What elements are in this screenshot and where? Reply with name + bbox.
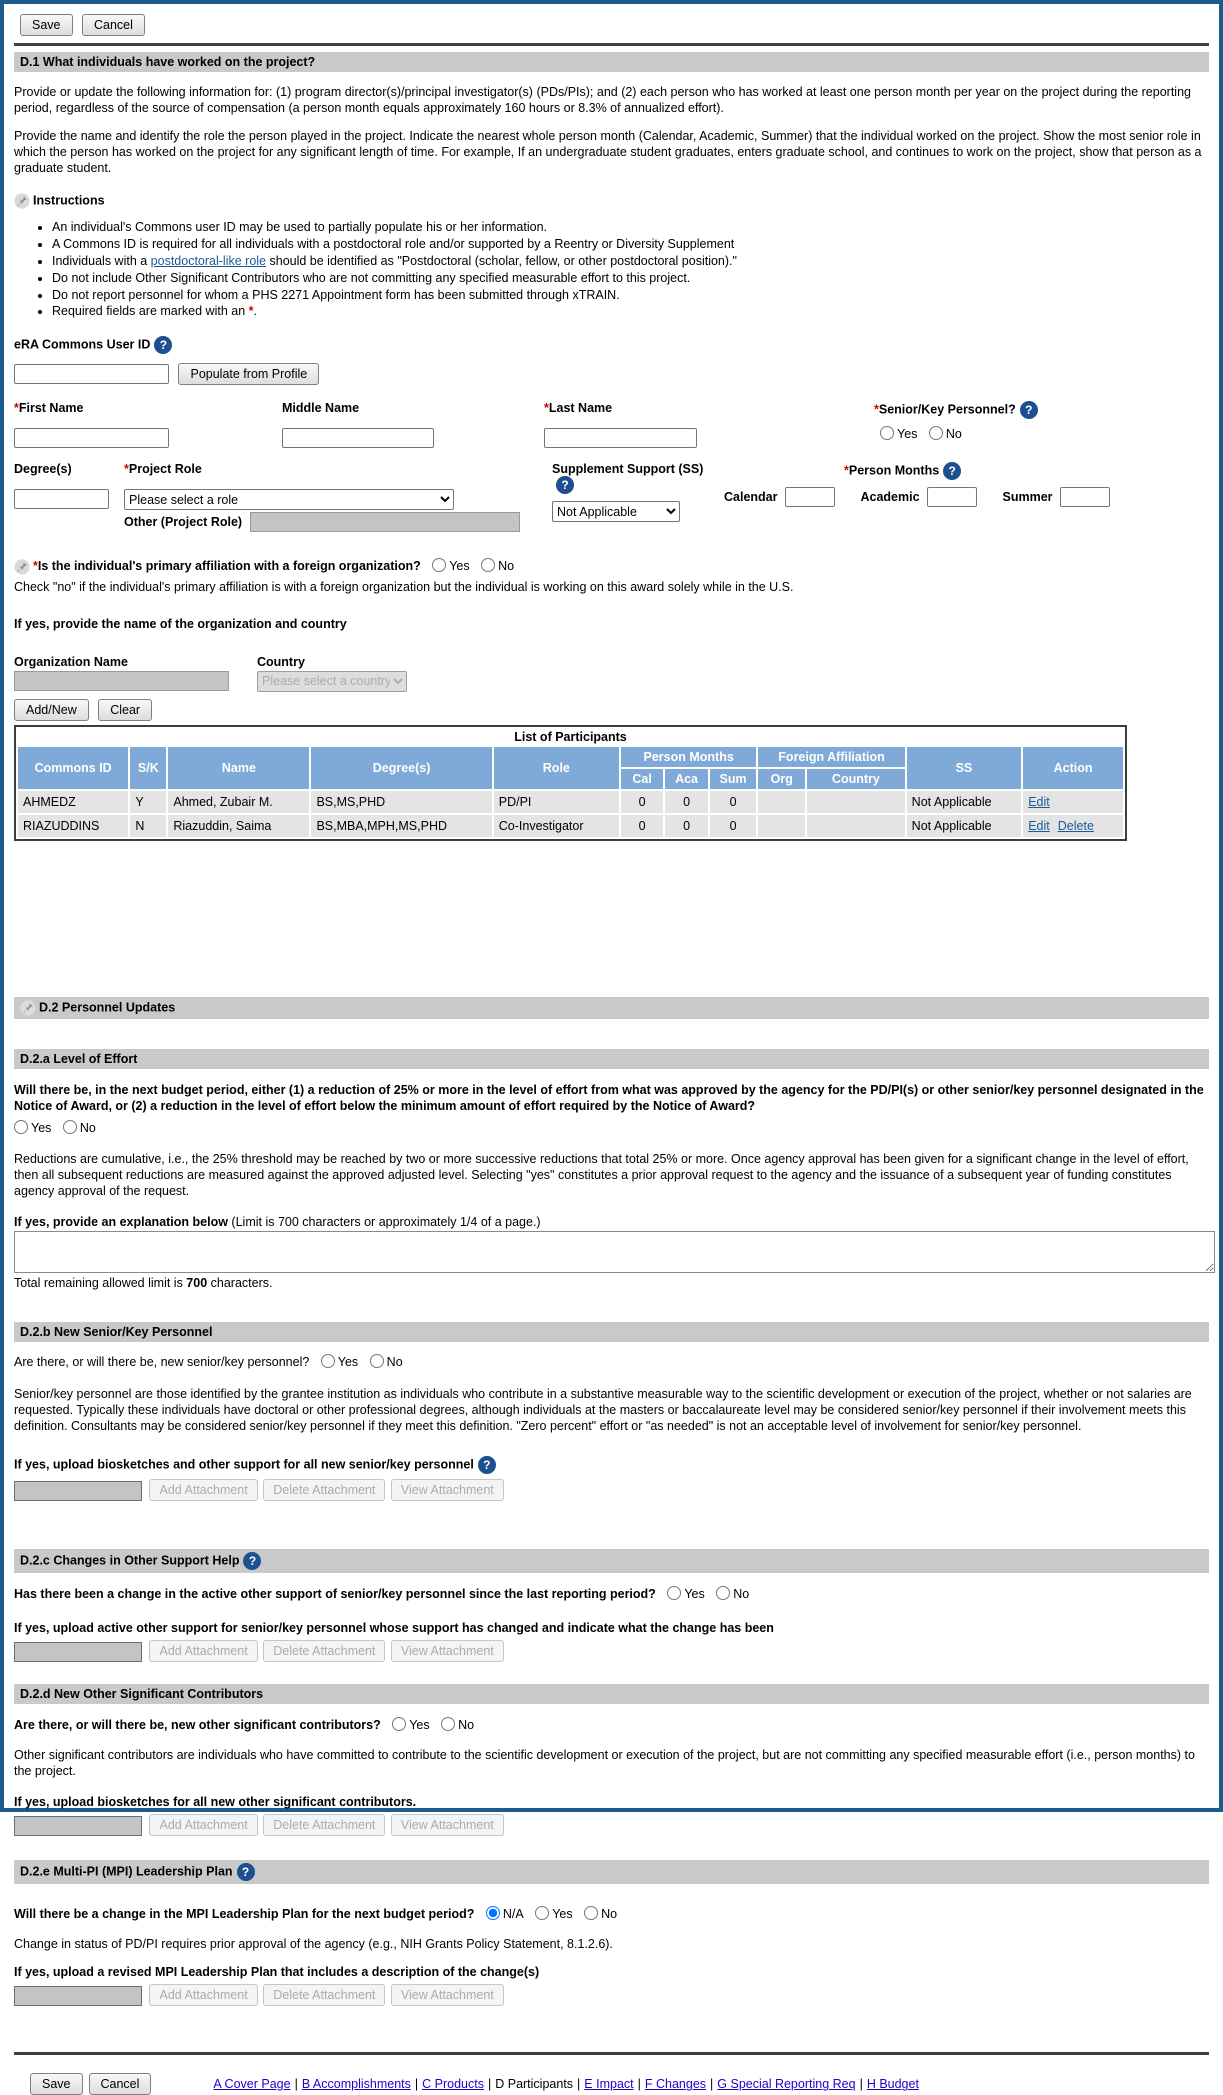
d2b-yes-radio[interactable] xyxy=(321,1354,335,1368)
cell-cal: 0 xyxy=(621,815,663,837)
list-item: • Individuals with a postdoctoral-like role should be identified as "Postdoctoral (scholar, fellow, or other postdoctoral position)." xyxy=(52,253,1209,270)
d2c-file-input xyxy=(14,1642,142,1662)
instructions-list xyxy=(52,219,1209,320)
save-button[interactable]: Save xyxy=(20,14,73,36)
d2d-upload-label: If yes, upload biosketches for all new other significant contributors. xyxy=(14,1795,417,1810)
delete-link[interactable]: Delete xyxy=(1057,818,1094,833)
d2a-paragraph: Reductions are cumulative, i.e., the 25% threshold may be reached by two or more successive reductions that total 25% or more. Once agency approval has been given for a significant change in the level of effort, then all subsequent reductions are measured against the approved adjusted level. Selecting "yes" constitutes a prior approval request to the agency and the issuance of a subsequent year of funding constitutes agency approval of the request. xyxy=(14,1152,1189,1199)
help-icon[interactable]: ? xyxy=(154,336,172,354)
edit-link[interactable]: Edit xyxy=(1028,818,1050,833)
d2b-attachment-row xyxy=(14,1479,1209,1501)
col-header-role: Role xyxy=(494,747,619,789)
cell-cal: 0 xyxy=(621,791,663,813)
foreign-yes-radio[interactable] xyxy=(432,558,446,572)
d2a-explain-label: If yes, provide an explanation below (Limit is 700 characters or approximately 1/4 of a page.) xyxy=(14,1215,541,1230)
senior-key-no-radio[interactable] xyxy=(929,426,943,440)
nav-products-link[interactable]: C Products xyxy=(422,2077,484,2092)
spacer xyxy=(14,1019,1209,1043)
section-d1-header: D.1 What individuals have worked on the project? xyxy=(14,52,1209,72)
project-role-field: *Project Role Please select a role Other (Project Role) xyxy=(124,462,552,532)
cell-ss: Not Applicable xyxy=(907,815,1022,837)
d2c-attachment-row xyxy=(14,1640,1209,1662)
d2e-no-radio[interactable] xyxy=(584,1906,598,1920)
col-header-ss: SS xyxy=(907,747,1022,789)
d2c-upload-label: If yes, upload active other support for senior/key personnel whose support has changed and indicate what the change has been xyxy=(14,1621,774,1636)
col-header-action: Action xyxy=(1023,747,1123,789)
delete-attachment-button[interactable]: Delete Attachment xyxy=(263,1814,385,1836)
col-header-org: Org xyxy=(758,769,805,789)
cell-sk: Y xyxy=(130,791,166,813)
view-attachment-button[interactable]: View Attachment xyxy=(391,1984,504,2006)
d2c-yes-radio[interactable] xyxy=(667,1586,681,1600)
cell-role: PD/PI xyxy=(494,791,619,813)
section-d2-header: D.2 Personnel Updates xyxy=(14,997,1209,1019)
d2e-question: Will there be a change in the MPI Leadership Plan for the next budget period? N/A Yes No xyxy=(14,1907,618,1922)
organization-name-field: Organization Name xyxy=(14,655,257,692)
table-row xyxy=(18,815,1123,837)
d2b-question: Are there, or will there be, new senior/key personnel? Yes No xyxy=(14,1355,403,1370)
col-header-person-months: Person Months xyxy=(621,747,757,767)
foreign-org-note: Check "no" if the individual's primary affiliation is with a foreign organization but the individual is working on this award solely while in the U.S. xyxy=(14,579,794,594)
bottom-divider xyxy=(14,2052,1209,2055)
section-d2b-header: D.2.b New Senior/Key Personnel xyxy=(14,1322,1209,1342)
cell-org xyxy=(758,791,805,813)
table-row xyxy=(18,791,1123,813)
cell-name: Ahmed, Zubair M. xyxy=(168,791,309,813)
section-d2e-header: D.2.e Multi-PI (MPI) Leadership Plan ? xyxy=(14,1860,1209,1884)
first-name-field: *First Name xyxy=(14,401,282,448)
person-months-field: *Person Months ? Calendar Academic Summer xyxy=(724,462,1209,532)
col-header-cal: Cal xyxy=(621,769,663,789)
middle-name-input[interactable] xyxy=(282,428,434,448)
d2e-yes-radio[interactable] xyxy=(535,1906,549,1920)
col-header-commons-id: Commons ID xyxy=(18,747,128,789)
d1-paragraph-1: Provide or update the following information for: (1) program director(s)/principal investigator(s) (PDs/PIs); and (2) each person who has worked at least one person month per year on the project during the reporting period, regardless of the source of compensation (a person month equals approximately 160 hours or 8.3% of annualized effort). xyxy=(14,85,1191,115)
section-nav: A Cover Page | B Accomplishments | C Products | D Participants | E Impact | F Changes | G Special Reporting Req | H Budget xyxy=(213,2077,919,2092)
cell-role: Co-Investigator xyxy=(494,815,619,837)
cell-country xyxy=(807,791,905,813)
pushpin-icon xyxy=(20,1000,36,1016)
list-item: • Required fields are marked with an *. xyxy=(52,303,1209,320)
d2d-question: Are there, or will there be, new other significant contributors? Yes No xyxy=(14,1718,475,1733)
foreign-no-radio[interactable] xyxy=(481,558,495,572)
cell-commons-id: AHMEDZ xyxy=(18,791,128,813)
populate-from-profile-button[interactable]: Populate from Profile xyxy=(178,363,319,385)
col-header-sum: Sum xyxy=(710,769,757,789)
d2b-upload-label: If yes, upload biosketches and other support for all new senior/key personnel ? xyxy=(14,1456,1209,1474)
spacer xyxy=(14,841,1209,991)
d2a-no-radio[interactable] xyxy=(63,1120,77,1134)
d2d-attachment-row xyxy=(14,1814,1209,1836)
table-title: List of Participants xyxy=(18,729,1123,745)
degrees-input[interactable] xyxy=(14,489,109,509)
country-select xyxy=(257,671,407,692)
foreign-org-question: *Is the individual's primary affiliation with a foreign organization? Yes No xyxy=(14,558,1209,575)
save-button[interactable]: Save xyxy=(30,2073,83,2095)
section-d2a-header: D.2.a Level of Effort xyxy=(14,1049,1209,1069)
senior-key-field: *Senior/Key Personnel? ? Yes No xyxy=(810,401,1209,448)
d2a-remaining-label: Total remaining allowed limit is 700 characters. xyxy=(14,1276,273,1291)
col-header-degrees: Degree(s) xyxy=(311,747,491,789)
col-header-foreign-affiliation: Foreign Affiliation xyxy=(758,747,904,767)
delete-attachment-button[interactable]: Delete Attachment xyxy=(263,1479,385,1501)
footer-toolbar xyxy=(14,2073,1209,2095)
spacer xyxy=(14,1501,1209,1543)
middle-name-field: Middle Name xyxy=(282,401,544,448)
d2b-file-input xyxy=(14,1481,142,1501)
section-d2d-header: D.2.d New Other Significant Contributors xyxy=(14,1684,1209,1704)
cell-degrees: BS,MBA,MPH,MS,PHD xyxy=(311,815,491,837)
cancel-button[interactable]: Cancel xyxy=(82,14,145,36)
spacer xyxy=(14,1836,1209,1854)
nav-accomplishments-link[interactable]: B Accomplishments xyxy=(301,2077,411,2092)
postdoctoral-like-role-link[interactable]: postdoctoral-like role xyxy=(150,253,267,268)
view-attachment-button[interactable]: View Attachment xyxy=(391,1640,504,1662)
d2e-na-radio[interactable] xyxy=(486,1906,500,1920)
nav-special-reporting-link[interactable]: G Special Reporting Req xyxy=(717,2077,856,2092)
view-attachment-button[interactable]: View Attachment xyxy=(391,1479,504,1501)
add-attachment-button[interactable]: Add Attachment xyxy=(149,1479,257,1501)
cancel-button[interactable]: Cancel xyxy=(89,2073,152,2095)
edit-link[interactable]: Edit xyxy=(1028,794,1050,809)
add-new-button[interactable]: Add/New xyxy=(14,699,89,721)
pushpin-icon xyxy=(14,193,30,209)
foreign-if-yes-label: If yes, provide the name of the organization and country xyxy=(14,616,347,631)
add-attachment-button[interactable]: Add Attachment xyxy=(149,1814,257,1836)
d2e-upload-label: If yes, upload a revised MPI Leadership Plan that includes a description of the change(s) xyxy=(14,1965,540,1980)
delete-attachment-button[interactable]: Delete Attachment xyxy=(263,1640,385,1662)
d2a-yes-radio[interactable] xyxy=(14,1120,28,1134)
section-d2c-header: D.2.c Changes in Other Support Help ? xyxy=(14,1549,1209,1573)
d2e-attachment-row xyxy=(14,1984,1209,2006)
supplement-support-field: Supplement Support (SS)? Not Applicable xyxy=(552,462,724,532)
delete-attachment-button[interactable]: Delete Attachment xyxy=(263,1984,385,2006)
d2a-question: Will there be, in the next budget period, either (1) a reduction of 25% or more in the level of effort from what was approved by the agency for the PD/PI(s) or other senior/key personnel designated in the Notice of Award, or (2) a reduction in the level of effort below the minimum amount of effort required by the Notice of Award? xyxy=(14,1082,1204,1114)
help-icon[interactable]: ? xyxy=(478,1456,496,1474)
summer-months-input[interactable] xyxy=(1060,487,1110,507)
list-item: • Do not include Other Significant Contributors who are not committing any specified measurable effort to this project. xyxy=(52,270,1209,287)
list-item: • An individual's Commons user ID may be used to partially populate his or her information. xyxy=(52,219,1209,236)
d2d-yes-radio[interactable] xyxy=(392,1717,406,1731)
nav-impact-link[interactable]: E Impact xyxy=(584,2077,634,2092)
d2b-no-radio[interactable] xyxy=(370,1354,384,1368)
add-attachment-button[interactable]: Add Attachment xyxy=(149,1984,257,2006)
cell-sum: 0 xyxy=(710,815,757,837)
calendar-months-input[interactable] xyxy=(785,487,835,507)
col-header-country: Country xyxy=(807,769,905,789)
cell-name: Riazuddin, Saima xyxy=(168,815,309,837)
cell-org xyxy=(758,815,805,837)
first-name-input[interactable] xyxy=(14,428,169,448)
last-name-field: *Last Name xyxy=(544,401,810,448)
top-divider xyxy=(14,43,1209,46)
d2d-no-radio[interactable] xyxy=(441,1717,455,1731)
cell-action xyxy=(1023,815,1123,837)
d2e-file-input xyxy=(14,1986,142,2006)
other-project-role-input xyxy=(250,512,520,532)
help-icon[interactable]: ? xyxy=(237,1863,255,1881)
d1-paragraph-2: Provide the name and identify the role the person played in the project. Indicate the nearest whole person month (Calendar, Academic, Summer) that the individual worked on the project. Show the most senior role in which the person has worked on the project for any significant length of time. For example, If an undergraduate student graduates, enters graduate school, and continues to work on the project, show that person as a graduate student. xyxy=(14,129,1202,175)
col-header-aca: Aca xyxy=(665,769,707,789)
top-toolbar xyxy=(14,10,1209,36)
supplement-support-select[interactable] xyxy=(552,501,680,522)
view-attachment-button[interactable]: View Attachment xyxy=(391,1814,504,1836)
commons-id-input[interactable] xyxy=(14,364,169,384)
cell-sk: N xyxy=(130,815,166,837)
nav-changes-link[interactable]: F Changes xyxy=(644,2077,707,2092)
d2d-paragraph: Other significant contributors are individuals who have committed to contribute to the scientific development or execution of the project, but are not committing any specified measurable effort (i.e., person months) to the project. xyxy=(14,1748,1195,1779)
instructions-header: Instructions xyxy=(14,193,1209,209)
nav-participants-current: D Participants xyxy=(495,2077,574,2092)
cell-ss: Not Applicable xyxy=(907,791,1022,813)
d2b-paragraph: Senior/key personnel are those identified by the grantee institution as individuals who contribute in a substantive measurable way to the scientific development or execution of the project, whether or not salaries are requested. Typically these individuals have doctoral or other professional degrees, although individuals at the masters or baccalaureate level may be considered senior/key personnel if their involvement meets this definition. Consultants may be considered senior/key personnel if they meet this definition. "Zero percent" effort or "as needed" is not an acceptable level of involvement for senior/key personnel. xyxy=(14,1387,1192,1434)
degrees-field: Degree(s) xyxy=(14,462,124,532)
d2c-question: Has there been a change in the active other support of senior/key personnel since the last reporting period? Yes No xyxy=(14,1587,750,1602)
nav-budget-link[interactable]: H Budget xyxy=(866,2077,919,2092)
add-attachment-button[interactable]: Add Attachment xyxy=(149,1640,257,1662)
academic-months-input[interactable] xyxy=(927,487,977,507)
pushpin-icon xyxy=(14,559,30,575)
col-header-name: Name xyxy=(168,747,309,789)
list-item: • A Commons ID is required for all individuals with a postdoctoral role and/or supported by a Reentry or Diversity Supplement xyxy=(52,236,1209,253)
country-field: Country Please select a country xyxy=(257,655,407,692)
spacer xyxy=(14,1290,1209,1316)
cell-aca: 0 xyxy=(665,815,707,837)
help-icon[interactable]: ? xyxy=(556,476,574,494)
last-name-input[interactable] xyxy=(544,428,697,448)
organization-name-input xyxy=(14,671,229,691)
col-header-sk: S/K xyxy=(130,747,166,789)
participants-table xyxy=(14,725,1127,841)
project-role-select[interactable] xyxy=(124,489,454,510)
help-icon[interactable]: ? xyxy=(943,462,961,480)
cell-degrees: BS,MS,PHD xyxy=(311,791,491,813)
d2a-explanation-textarea[interactable] xyxy=(14,1231,1215,1273)
help-icon[interactable]: ? xyxy=(243,1552,261,1570)
cell-commons-id: RIAZUDDINS xyxy=(18,815,128,837)
spacer xyxy=(14,1662,1209,1678)
cell-action xyxy=(1023,791,1123,813)
cell-sum: 0 xyxy=(710,791,757,813)
help-icon[interactable]: ? xyxy=(1020,401,1038,419)
d2e-note: Change in status of PD/PI requires prior approval of the agency (e.g., NIH Grants Policy Statement, 8.1.2.6). xyxy=(14,1937,613,1952)
nav-cover-page-link[interactable]: A Cover Page xyxy=(213,2077,291,2092)
senior-key-yes-radio[interactable] xyxy=(880,426,894,440)
cell-aca: 0 xyxy=(665,791,707,813)
d2d-file-input xyxy=(14,1816,142,1836)
commons-id-label: eRA Commons User ID ? xyxy=(14,336,1209,354)
cell-country xyxy=(807,815,905,837)
list-item: • Do not report personnel for whom a PHS 2271 Appointment form has been submitted through xTRAIN. xyxy=(52,287,1209,304)
d2c-no-radio[interactable] xyxy=(716,1586,730,1600)
clear-button[interactable]: Clear xyxy=(98,699,152,721)
